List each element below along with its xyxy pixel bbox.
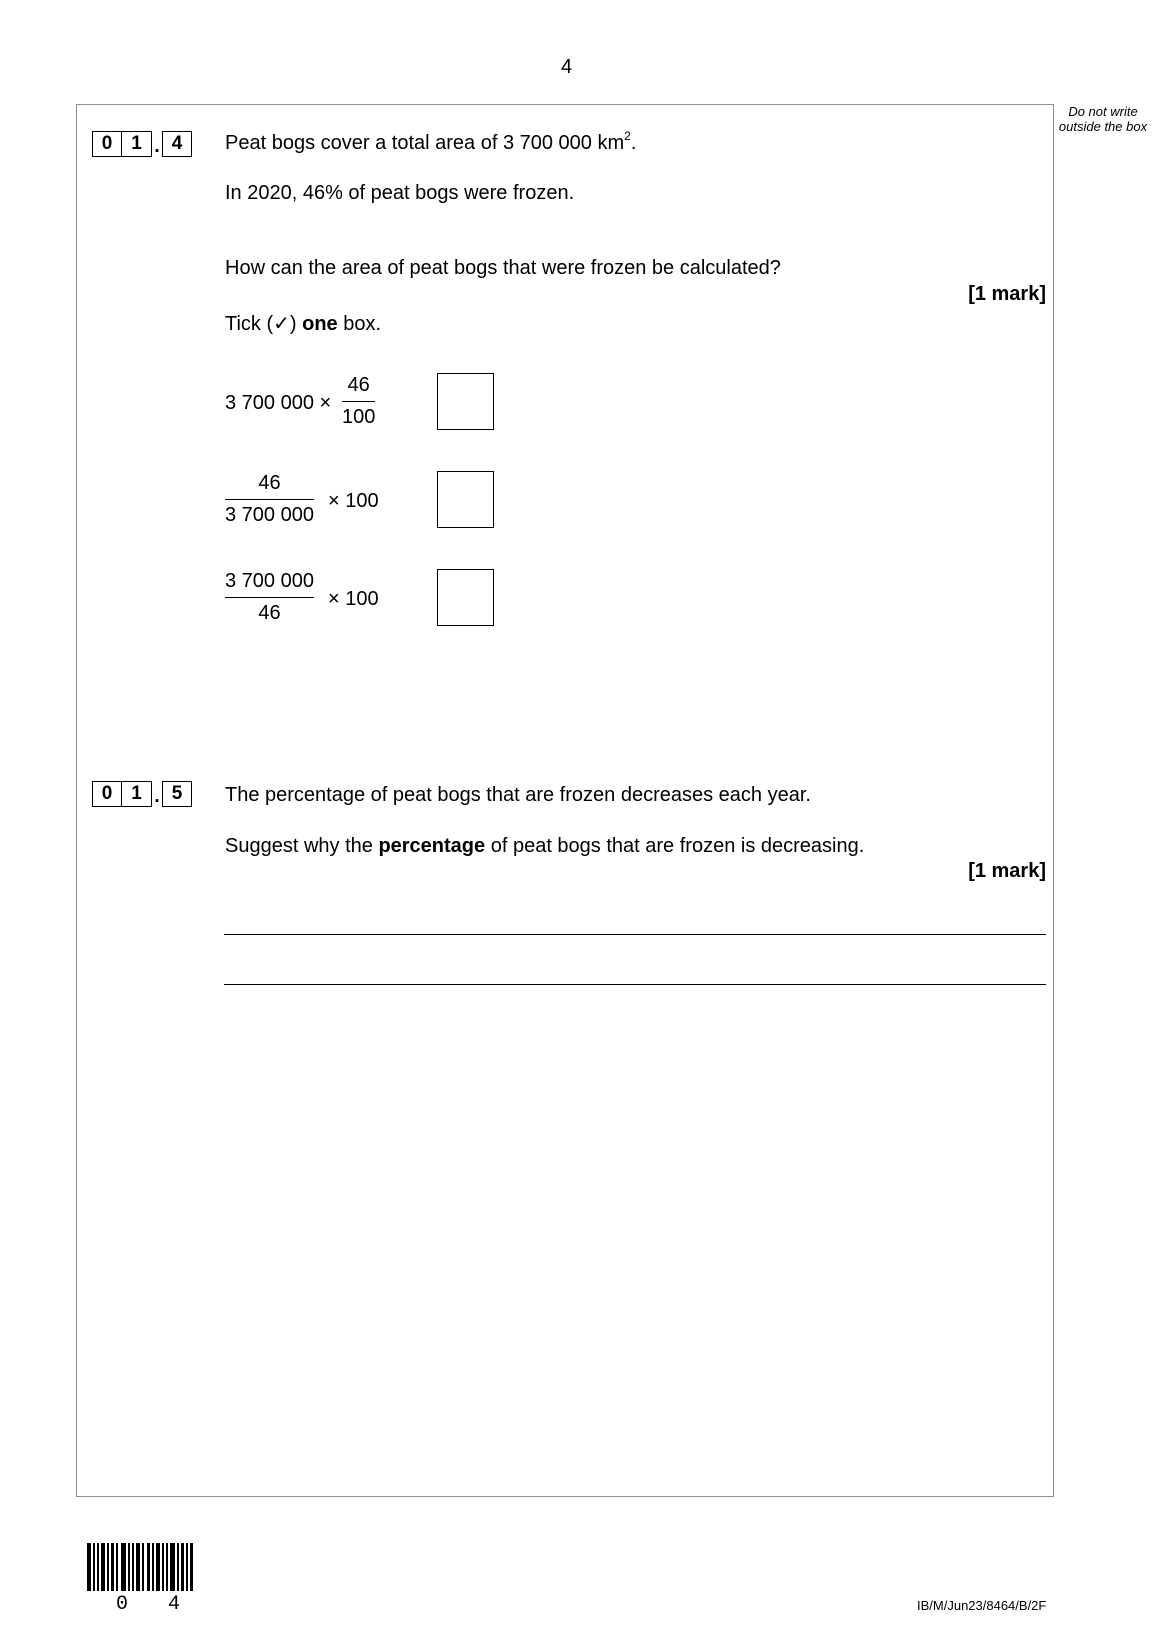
q014-question: How can the area of peat bogs that were frozen be calculated? <box>225 257 781 279</box>
q015-prompt-pre: Suggest why the <box>225 835 379 857</box>
barcode-bar <box>152 1543 154 1591</box>
qnum-separator: . <box>154 136 160 157</box>
page-number: 4 <box>560 56 573 78</box>
barcode-bar <box>142 1543 144 1591</box>
barcode-bar <box>116 1543 118 1591</box>
option-b-numerator: 46 <box>225 472 314 500</box>
barcode-bar <box>166 1543 168 1591</box>
answer-line[interactable] <box>224 934 1046 935</box>
instruction-tick-text: Tick (✓) <box>225 313 303 335</box>
q014-marks: [1 mark] <box>968 283 1046 305</box>
option-c-numerator: 3 700 000 <box>225 570 314 598</box>
barcode-bar <box>162 1543 164 1591</box>
barcode-bar <box>87 1543 91 1591</box>
q015-marks: [1 mark] <box>968 860 1046 882</box>
barcode-bar <box>128 1543 130 1591</box>
option-a-tick-box[interactable] <box>437 373 494 430</box>
q014-statement-frozen: In 2020, 46% of peat bogs were frozen. <box>225 182 575 204</box>
barcode-bar <box>136 1543 140 1591</box>
option-b-denominator: 3 700 000 <box>225 504 314 526</box>
option-a-prefix: 3 700 000 × <box>225 392 332 414</box>
option-c-suffix: × 100 <box>328 588 379 610</box>
barcode-image <box>87 1543 193 1591</box>
option-a-numerator: 46 <box>342 374 375 402</box>
margin-note: Do not write outside the box <box>1058 104 1148 134</box>
question-number-01-5 <box>92 780 192 808</box>
q014-instruction <box>225 311 381 336</box>
option-c-denominator: 46 <box>258 602 281 624</box>
barcode-bar <box>147 1543 150 1591</box>
barcode-bar <box>97 1543 99 1591</box>
q015-prompt-bold: percentage <box>378 835 486 857</box>
q015-statement: The percentage of peat bogs that are frozen decreases each year. <box>225 784 811 806</box>
footer-reference: IB/M/Jun23/8464/B/2F <box>917 1598 1047 1613</box>
q015-prompt <box>225 835 864 858</box>
qnum-box-digit: 1 <box>122 131 152 157</box>
option-b-suffix: × 100 <box>328 490 379 512</box>
barcode-digits: 0 4 <box>116 1593 195 1616</box>
barcode-bar <box>156 1543 160 1591</box>
option-b-fraction <box>225 472 314 527</box>
qnum-box-digit: 0 <box>92 781 122 807</box>
barcode-bar <box>177 1543 179 1591</box>
barcode-bar <box>132 1543 134 1591</box>
q014-statement-text: Peat bogs cover a total area of 3 700 000 km <box>225 132 625 154</box>
q014-statement-end: . <box>630 132 637 154</box>
barcode-bar <box>101 1543 105 1591</box>
q015-prompt-post: of peat bogs that are frozen is decreasing. <box>485 835 865 857</box>
barcode-bar <box>181 1543 184 1591</box>
qnum-box-digit: 4 <box>162 131 192 157</box>
question-number-01-4 <box>92 130 192 158</box>
qnum-box-digit: 5 <box>162 781 192 807</box>
barcode-bar <box>190 1543 193 1591</box>
option-c-fraction <box>225 570 314 625</box>
qnum-box-digit: 1 <box>122 781 152 807</box>
qnum-box-digit: 0 <box>92 131 122 157</box>
barcode-bar <box>111 1543 114 1591</box>
barcode-bar <box>170 1543 175 1591</box>
option-a-fraction <box>342 374 375 429</box>
option-c-tick-box[interactable] <box>437 569 494 626</box>
q014-statement-area <box>225 129 637 155</box>
answer-line[interactable] <box>224 984 1046 985</box>
qnum-separator: . <box>154 786 160 807</box>
squared-superscript: 2 <box>624 129 631 143</box>
instruction-one-bold: one <box>302 313 338 335</box>
barcode-bar <box>186 1543 188 1591</box>
barcode-bar <box>107 1543 109 1591</box>
barcode-bar <box>121 1543 126 1591</box>
option-a-denominator: 100 <box>342 406 376 428</box>
instruction-box-text: box. <box>337 313 382 335</box>
barcode-bar <box>93 1543 95 1591</box>
option-b-tick-box[interactable] <box>437 471 494 528</box>
